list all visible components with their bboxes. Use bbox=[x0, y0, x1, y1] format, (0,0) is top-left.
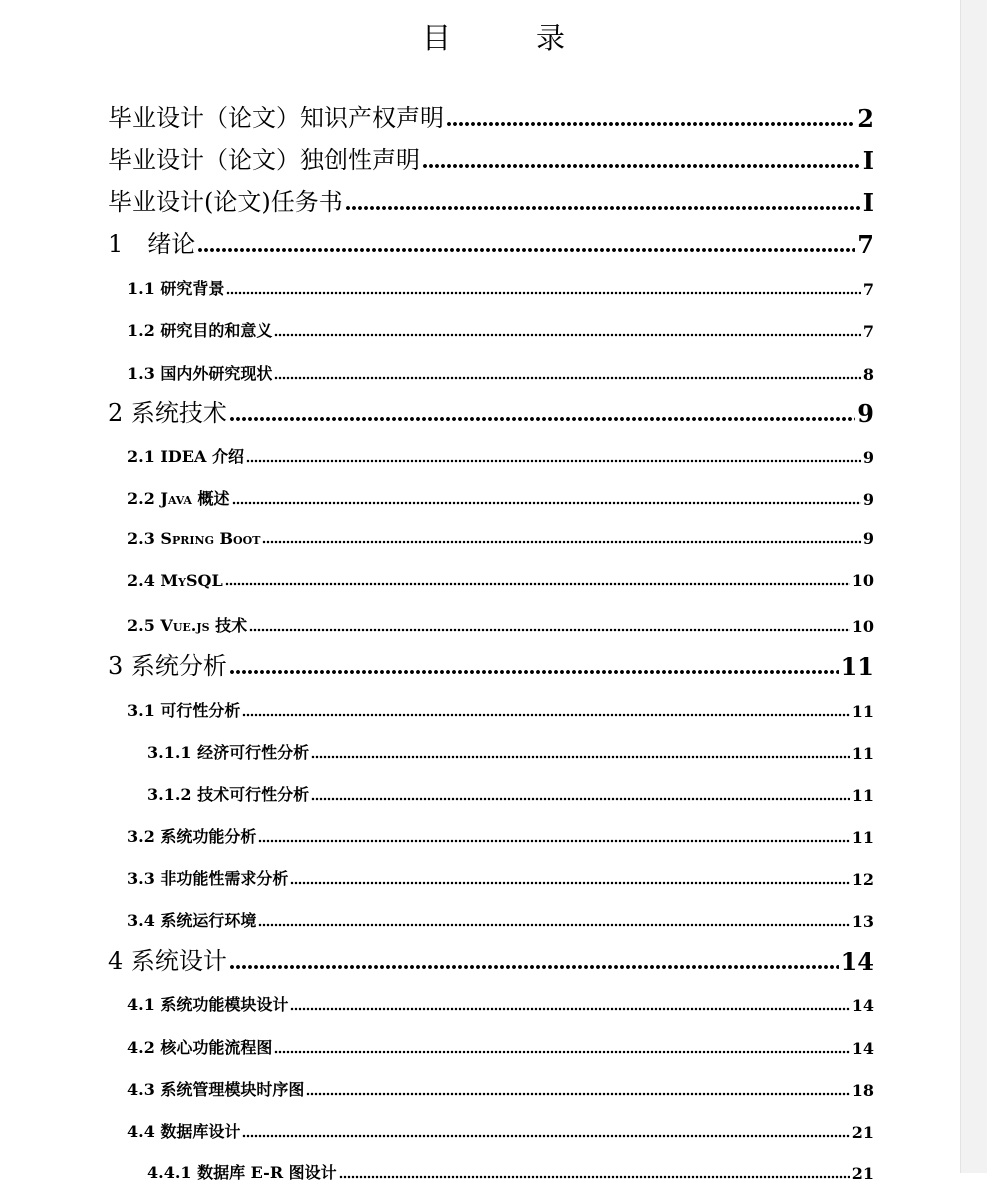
toc-entry-page: 10 bbox=[851, 571, 874, 590]
toc-entry-page: 9 bbox=[862, 448, 874, 467]
toc-entry-page: 9 bbox=[862, 529, 874, 548]
toc-entry-page: 10 bbox=[851, 617, 874, 636]
toc-entry-page: 14 bbox=[851, 1039, 874, 1058]
toc-entry-page: 11 bbox=[851, 702, 874, 721]
toc-entry-2-5[interactable] bbox=[127, 613, 874, 636]
toc-entry-4-2[interactable] bbox=[127, 1035, 874, 1058]
toc-leader-dots bbox=[246, 459, 861, 463]
toc-leader-dots bbox=[274, 1050, 849, 1054]
toc-leader-dots bbox=[197, 245, 855, 253]
toc-leader-dots bbox=[258, 923, 849, 927]
toc-leader-dots bbox=[290, 1007, 849, 1011]
toc-leader-dots bbox=[345, 203, 861, 211]
toc-entry-text: 3.2 系统功能分析 bbox=[127, 827, 257, 846]
toc-entry-page: 12 bbox=[851, 870, 874, 889]
toc-entry-3-3[interactable] bbox=[127, 866, 874, 889]
toc-entry-page: 2 bbox=[857, 104, 874, 133]
toc-entry-page: 11 bbox=[851, 786, 874, 805]
toc-entry-page: 14 bbox=[840, 947, 874, 976]
toc-entry-page: I bbox=[862, 146, 874, 175]
toc-leader-dots bbox=[306, 1092, 849, 1096]
toc-entry-page: 21 bbox=[851, 1123, 874, 1142]
toc-entry-4-4[interactable] bbox=[127, 1119, 874, 1142]
toc-entry-4-4-1[interactable] bbox=[147, 1160, 874, 1183]
toc-entry-assignment[interactable] bbox=[108, 182, 874, 217]
toc-leader-dots bbox=[274, 333, 860, 337]
toc-entry-page: 11 bbox=[851, 828, 874, 847]
toc-entry-text: 2.4 MySQL bbox=[127, 571, 223, 590]
toc-entry-4-3[interactable] bbox=[127, 1077, 874, 1100]
toc-entry-2-4[interactable] bbox=[127, 571, 874, 590]
toc-entry-text: 2 系统技术 bbox=[108, 399, 227, 427]
toc-entry-1-3[interactable] bbox=[127, 361, 874, 384]
toc-entry-page: 7 bbox=[862, 280, 874, 299]
toc-entry-2-1[interactable] bbox=[127, 444, 874, 467]
toc-entry-text: 毕业设计(论文)任务书 bbox=[108, 188, 343, 216]
toc-entry-2-3[interactable] bbox=[127, 529, 874, 548]
toc-entry-text: 4.1 系统功能模块设计 bbox=[127, 995, 289, 1014]
toc-entry-ch4[interactable] bbox=[108, 941, 874, 976]
toc-entry-ch3[interactable] bbox=[108, 646, 874, 681]
toc-entry-text: 2.1 IDEA 介绍 bbox=[127, 447, 244, 466]
toc-entry-text: 3.1.1 经济可行性分析 bbox=[147, 743, 310, 762]
toc-leader-dots bbox=[226, 291, 860, 295]
toc-entry-3-2[interactable] bbox=[127, 824, 874, 847]
toc-entry-page: 11 bbox=[840, 652, 874, 681]
toc-entry-text: 4.2 核心功能流程图 bbox=[127, 1038, 273, 1057]
toc-leader-dots bbox=[262, 540, 860, 544]
toc-leader-dots bbox=[339, 1175, 850, 1179]
toc-entry-page: I bbox=[862, 188, 874, 217]
toc-leader-dots bbox=[225, 582, 850, 586]
toc-entry-page: 7 bbox=[862, 322, 874, 341]
toc-entry-text: 2.2 Java 概述 bbox=[127, 489, 230, 508]
toc-entry-text: 1.1 研究背景 bbox=[127, 279, 225, 298]
toc-entry-text: 2.5 Vue.js 技术 bbox=[127, 616, 248, 635]
toc-entry-3-1-2[interactable] bbox=[147, 782, 874, 805]
toc-leader-dots bbox=[242, 1134, 849, 1138]
toc-entry-text: 3.4 系统运行环境 bbox=[127, 911, 257, 930]
toc-entry-text: 毕业设计（论文）独创性声明 bbox=[108, 146, 420, 174]
toc-entry-originality-statement[interactable] bbox=[108, 140, 874, 175]
toc-leader-dots bbox=[229, 962, 839, 970]
toc-entry-page: 21 bbox=[851, 1164, 874, 1183]
toc-entry-3-1-1[interactable] bbox=[147, 740, 874, 763]
toc-leader-dots bbox=[229, 667, 839, 675]
toc-entry-text: 4 系统设计 bbox=[108, 947, 227, 975]
toc-entry-page: 9 bbox=[857, 399, 874, 428]
toc-entry-text: 4.4.1 数据库 E-R 图设计 bbox=[147, 1163, 337, 1182]
toc-entry-text: 毕业设计（论文）知识产权声明 bbox=[108, 104, 444, 132]
toc-entry-page: 7 bbox=[857, 230, 874, 259]
toc-leader-dots bbox=[290, 881, 849, 885]
toc-entry-3-1[interactable] bbox=[127, 698, 874, 721]
toc-entry-text: 2.3 Spring Boot bbox=[127, 529, 261, 548]
toc-entry-text: 3.1.2 技术可行性分析 bbox=[147, 785, 310, 804]
toc-title: 目 录 bbox=[421, 21, 593, 55]
toc-leader-dots bbox=[249, 628, 850, 632]
toc-leader-dots bbox=[232, 501, 861, 505]
toc-entry-text: 3.1 可行性分析 bbox=[127, 701, 241, 720]
toc-entry-text: 1.2 研究目的和意义 bbox=[127, 321, 273, 340]
toc-entry-ip-statement[interactable] bbox=[108, 98, 874, 133]
toc-leader-dots bbox=[311, 797, 850, 801]
toc-leader-dots bbox=[258, 839, 849, 843]
toc-entry-page: 11 bbox=[851, 744, 874, 763]
toc-leader-dots bbox=[311, 755, 850, 759]
toc-entry-page: 13 bbox=[851, 912, 874, 931]
toc-entry-text: 3.3 非功能性需求分析 bbox=[127, 869, 289, 888]
toc-leader-dots bbox=[229, 414, 855, 422]
toc-entry-1-1[interactable] bbox=[127, 276, 874, 299]
toc-leader-dots bbox=[446, 119, 855, 127]
toc-leader-dots bbox=[242, 713, 849, 717]
toc-entry-text: 4.3 系统管理模块时序图 bbox=[127, 1080, 305, 1099]
toc-entry-2-2[interactable] bbox=[127, 486, 874, 509]
toc-entry-page: 9 bbox=[862, 490, 874, 509]
toc-entry-text: 3 系统分析 bbox=[108, 652, 227, 680]
toc-entry-text: 1.3 国内外研究现状 bbox=[127, 364, 273, 383]
toc-entry-4-1[interactable] bbox=[127, 992, 874, 1015]
toc-entry-3-4[interactable] bbox=[127, 908, 874, 931]
toc-entry-ch1[interactable] bbox=[108, 224, 874, 259]
toc-entry-page: 8 bbox=[862, 365, 874, 384]
toc-entry-text: 4.4 数据库设计 bbox=[127, 1122, 241, 1141]
toc-leader-dots bbox=[422, 161, 861, 169]
toc-entry-page: 18 bbox=[851, 1081, 874, 1100]
toc-entry-page: 14 bbox=[851, 996, 874, 1015]
toc-leader-dots bbox=[274, 376, 860, 380]
toc-entry-1-2[interactable] bbox=[127, 318, 874, 341]
toc-entry-ch2[interactable] bbox=[108, 393, 874, 428]
vertical-scrollbar[interactable] bbox=[960, 0, 987, 1173]
toc-entry-text: 1 绪论 bbox=[108, 230, 196, 258]
